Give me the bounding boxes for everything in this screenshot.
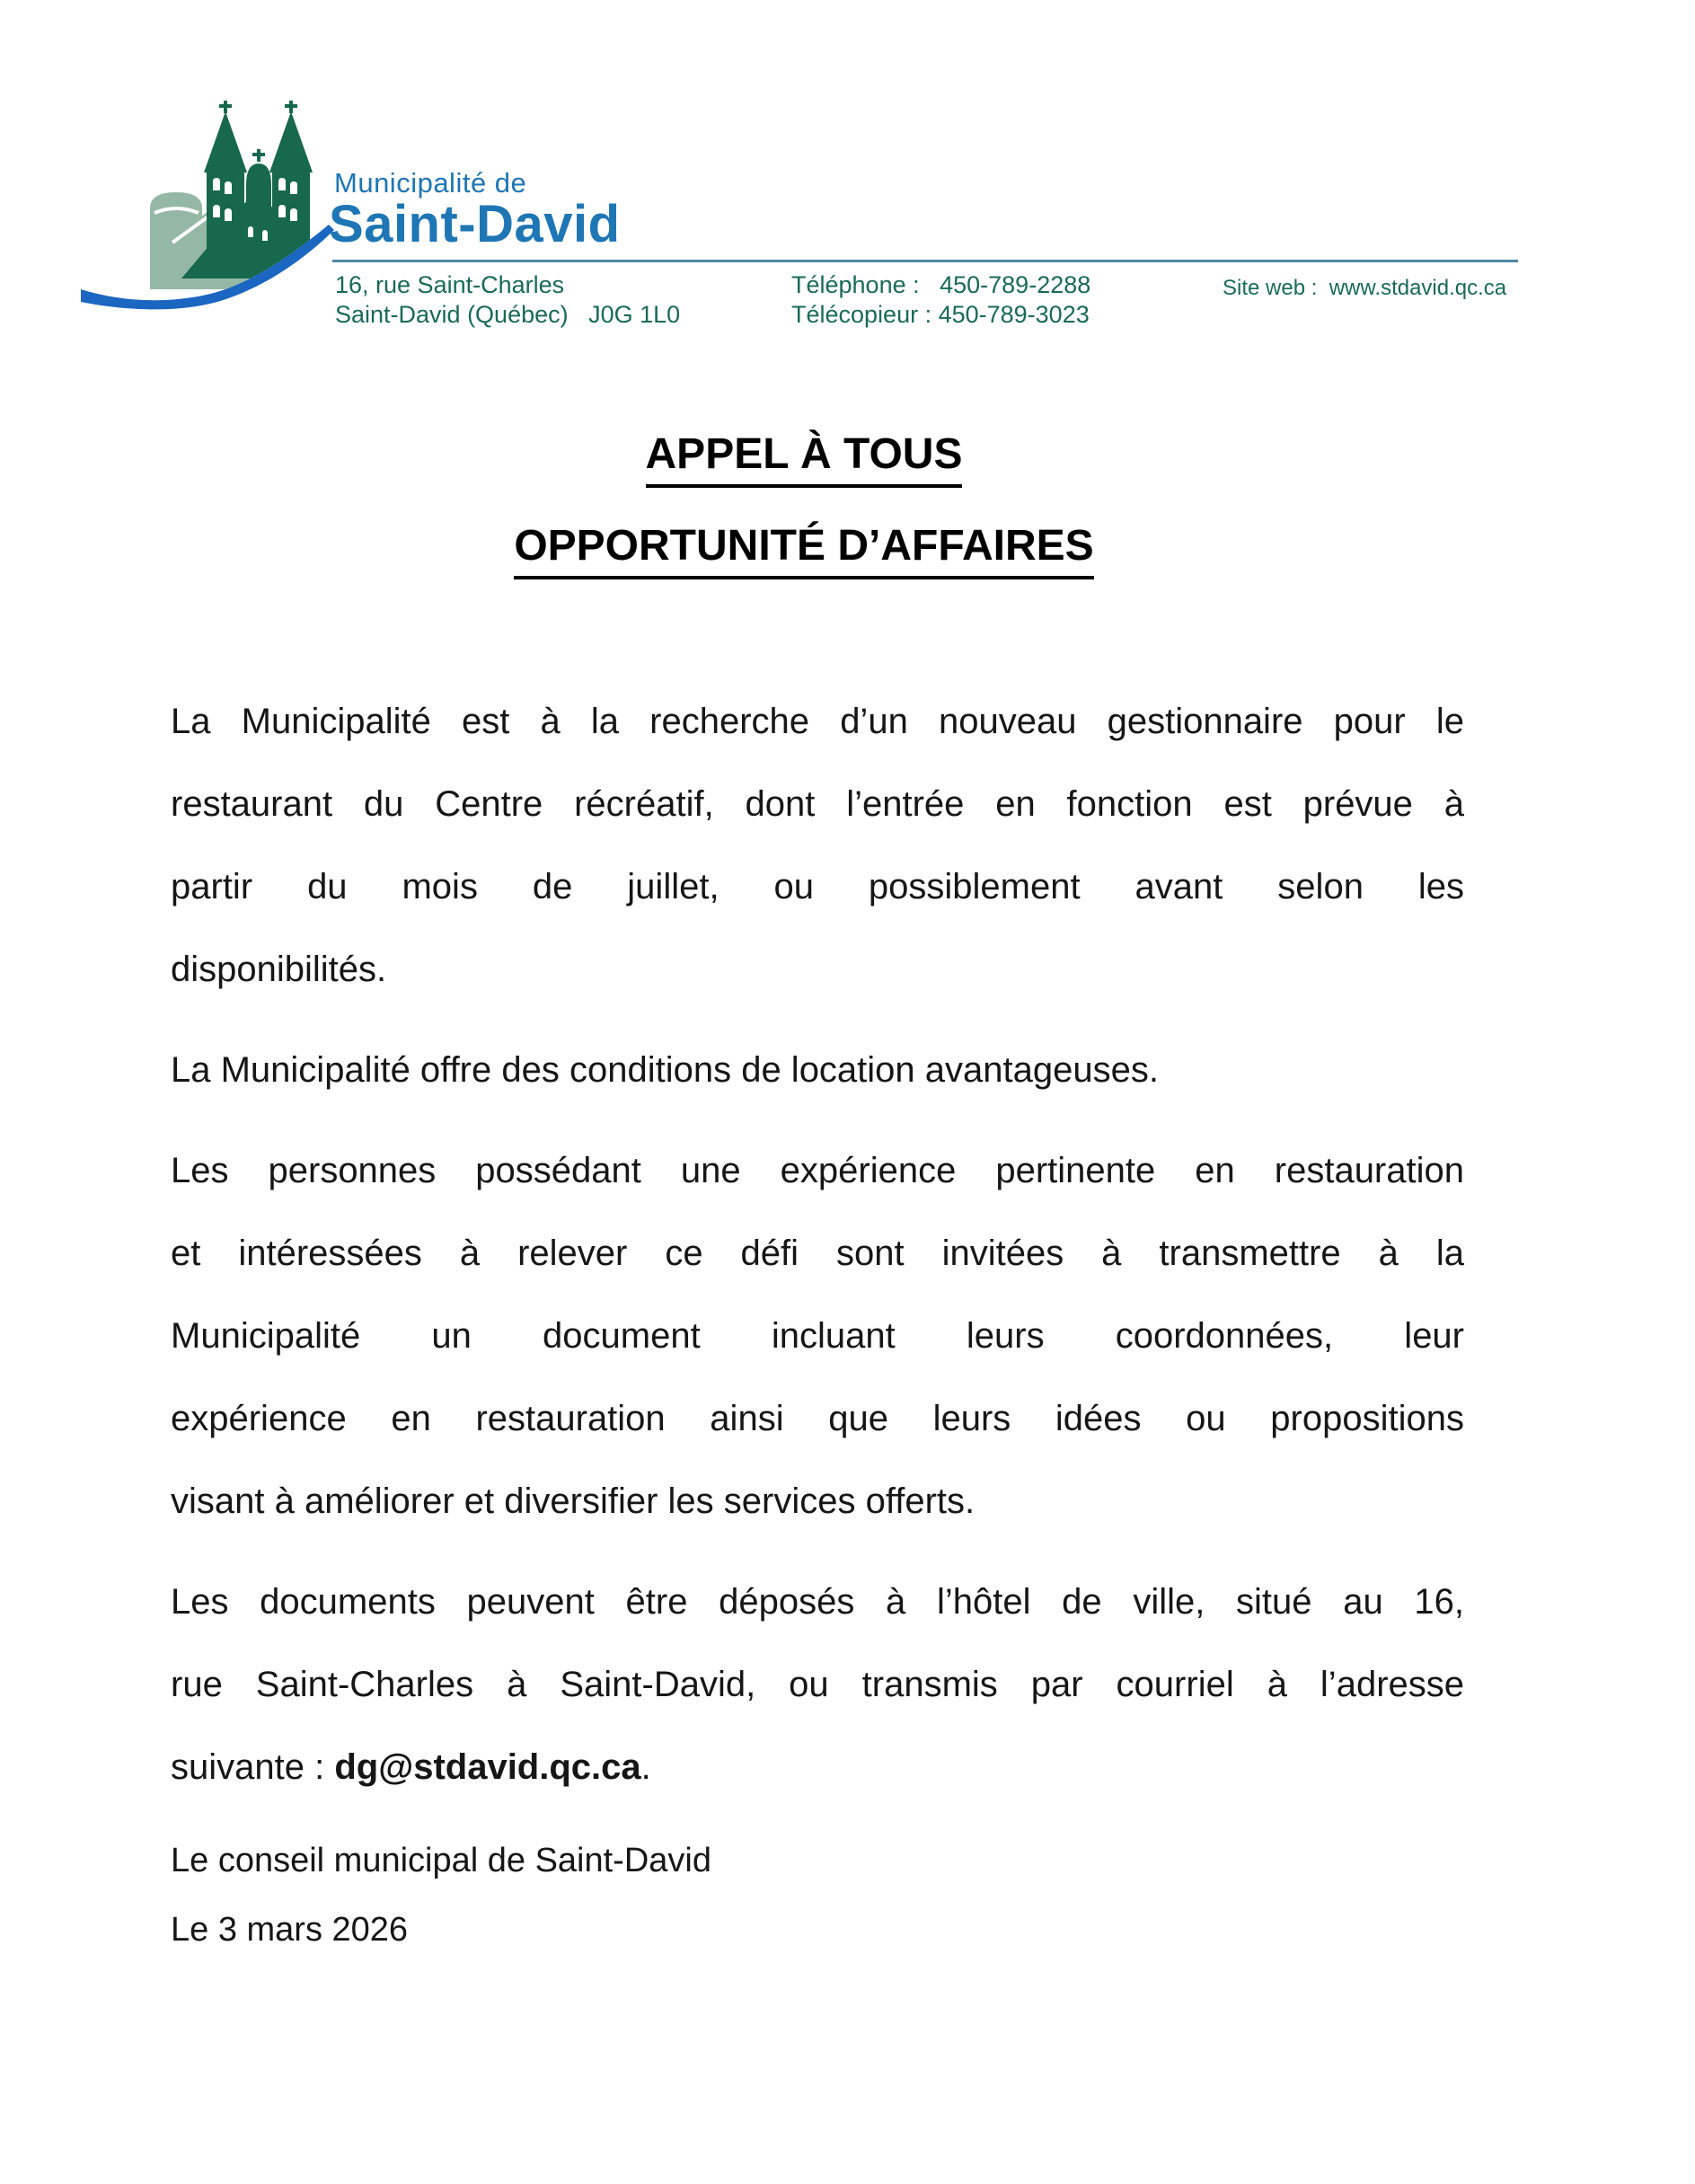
contact-email: dg@stdavid.qc.ca [334,1747,641,1787]
paragraph-1-line: partir du mois de juillet, ou possiblement avant selon les [171,867,1464,906]
org-name-line2: Saint-David [329,195,621,253]
phone-line: Téléphone : 450-789-2288 [791,271,1091,298]
paragraph-2-line: La Municipalité offre des conditions de location avantageuses. [171,1050,1159,1090]
org-name-line1: Municipalité de [334,167,527,199]
paragraph-4-line: rue Saint-Charles à Saint-David, ou transmis par courriel à l’adresse [171,1665,1464,1704]
paragraph-4-email-line [171,1726,1464,1808]
email-line-prefix: suivante : [171,1747,335,1787]
paragraph-4-line: Les documents peuvent être déposés à l’hôtel de ville, situé au 16, [171,1582,1464,1622]
paragraph-3 [171,1129,1464,1543]
paragraph-3-line: expérience en restauration ainsi que leurs idées ou propositions [171,1399,1464,1438]
paragraph-1-line: disponibilités. [171,950,387,989]
paragraph-1 [171,680,1464,1011]
paragraph-3-line: Municipalité un document incluant leurs coordonnées, leur [171,1316,1464,1356]
paragraph-2 [171,1029,1464,1111]
document-title-line1: APPEL À TOUS [108,429,1500,479]
paragraph-3-line: et intéressées à relever ce défi sont invitées à transmettre à la [171,1233,1464,1273]
address-line1: 16, rue Saint-Charles [335,271,565,298]
letterhead-divider [332,260,1518,262]
signoff-author: Le conseil municipal de Saint-David [171,1842,711,1879]
document-title-line2: OPPORTUNITÉ D’AFFAIRES [108,521,1500,570]
email-line-suffix: . [640,1747,651,1787]
fax-line: Télécopieur : 450-789-3023 [791,301,1090,328]
paragraph-1-line: restaurant du Centre récréatif, dont l’entrée en fonction est prévue à [171,784,1464,824]
document-body [171,680,1464,1965]
paragraph-3-line: Les personnes possédant une expérience pertinente en restauration [171,1151,1464,1190]
paragraph-4 [171,1561,1464,1808]
address-line2: Saint-David (Québec) J0G 1L0 [335,301,681,328]
municipality-logo-icon [81,99,334,313]
signoff-block [171,1826,1464,1965]
paragraph-3-line: visant à améliorer et diversifier les services offerts. [171,1481,976,1521]
website-line: Site web : www.stdavid.qc.ca [1223,276,1507,300]
paragraph-1-line: La Municipalité est à la recherche d’un nouveau gestionnaire pour le [171,702,1464,741]
signoff-date: Le 3 mars 2026 [171,1911,409,1949]
